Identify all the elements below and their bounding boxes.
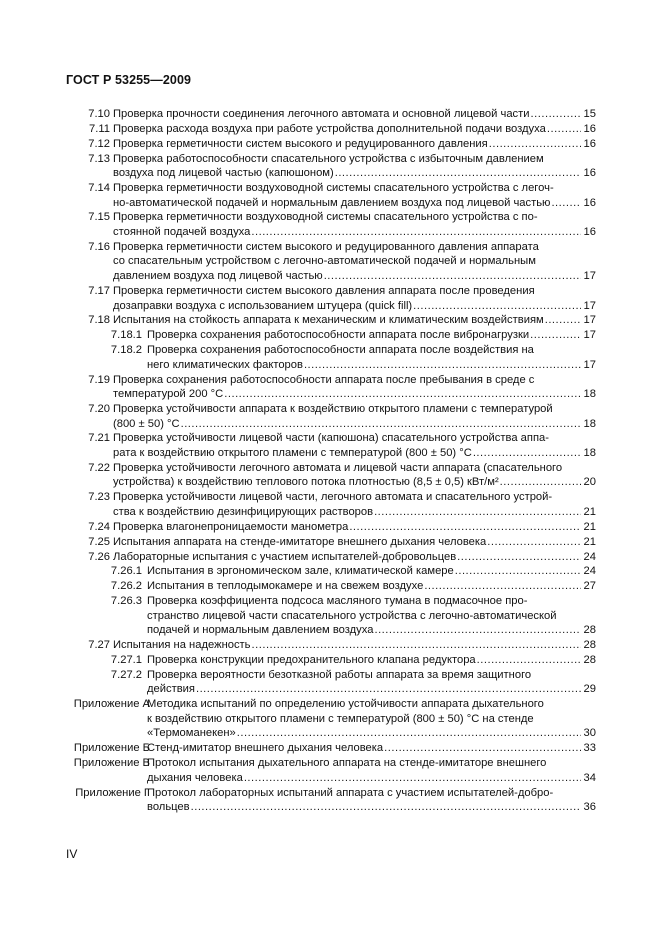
toc-entry-line: «Термоманекен» (147, 727, 236, 740)
toc-entry-line: со спасательным устройством с легочно-автоматической подачей и нормальным (113, 255, 536, 268)
toc-entry-line: Испытания аппарата на стенде-имитаторе внешнего дыхания человека (113, 535, 487, 548)
toc-entry-title (113, 431, 596, 460)
toc-entry-line: Стенд-имитатор внешнего дыхания человека (147, 742, 384, 755)
toc-entry-number: 7.22 (88, 461, 110, 474)
toc-entry-page: 28 (583, 639, 596, 652)
toc-entry-line: Проверка сохранения работоспособности аппарата после воздействия на (147, 344, 534, 357)
toc-entry-number: 7.10 (88, 108, 110, 120)
toc-entry-title (147, 594, 596, 638)
toc-entry-line: Испытания на стойкость аппарата к механическим и климатическим воздействиям (113, 314, 544, 327)
toc-entry-page: 24 (583, 565, 596, 578)
toc-entry-page: 33 (583, 742, 596, 755)
toc-entry-title (113, 550, 596, 565)
dot-leader (457, 550, 581, 565)
toc-entry-number: 7.27 (88, 639, 110, 652)
toc-entry-line: Проверка устойчивости лицевой части (капюшона) спасательного устройства аппа- (113, 432, 549, 445)
toc-entry-line: Проверка расхода воздуха при работе устройства дополнительной подачи воздуха (113, 122, 546, 135)
dot-leader (244, 771, 581, 786)
toc-entry-page: 17 (583, 270, 596, 283)
toc-entry-number: 7.18.2 (110, 344, 142, 357)
toc-entry-line: Испытания в эргономическом зале, климатической камере (147, 565, 454, 578)
toc-entry-number: 7.25 (88, 535, 110, 548)
toc-entry-line: но-автоматической подачей и нормальным давлением воздуха под лицевой частью (113, 196, 551, 209)
toc-entry-line: Протокол лабораторных испытаний аппарата с участием испытателей-добро- (147, 786, 554, 799)
document-header: ГОСТ Р 53255—2009 (66, 73, 192, 87)
toc-entry-line: Проверка прочности соединения легочного автомата и основной лицевой части (113, 108, 530, 120)
toc-entry-line: Проверка герметичности систем высокого и редуцированного давления аппарата (113, 240, 539, 253)
toc-entry-line: Методика испытаний по определению устойчивости аппарата дыхательного (147, 698, 544, 711)
toc-entry-line: ства к воздействию дезинфицирующих растворов (113, 505, 374, 518)
dot-leader (477, 653, 581, 668)
dot-leader (349, 520, 581, 535)
toc-entry-title (147, 756, 596, 785)
toc-entry-line: температурой 200 °С (113, 388, 224, 401)
toc-entry-title (147, 343, 596, 372)
toc-entry-line: Проверка герметичности воздуховодной системы спасательного устройства с легоч- (113, 182, 554, 194)
toc-entry-page: 21 (583, 520, 596, 533)
toc-entry-page: 20 (583, 476, 596, 489)
toc-entry-line: Проверка герметичности воздуховодной системы спасательного устройства с по- (113, 211, 538, 224)
dot-leader (191, 800, 581, 815)
dot-leader (374, 505, 581, 520)
toc-entry-line: Проверка устойчивости аппарата к воздействию открытого пламени с температурой (113, 403, 553, 415)
toc-entry-line: Проверка конструкции предохранительного клапана редуктора (147, 653, 476, 666)
toc-entry-page: 16 (583, 226, 596, 239)
dot-leader (237, 726, 581, 741)
dot-leader (489, 137, 581, 152)
dot-leader (384, 741, 581, 756)
dot-leader (251, 225, 581, 240)
toc-entry-number: 7.18 (88, 314, 110, 327)
toc-entry-title (147, 579, 596, 594)
toc-entry-number: 7.19 (88, 373, 110, 386)
toc-entry-title (147, 328, 596, 343)
toc-entry-number: 7.26 (88, 550, 110, 563)
toc-entry-number: 7.13 (88, 152, 110, 165)
toc-entry-line: Проверка герметичности систем высокого и редуцированного давления (113, 137, 488, 150)
toc-entry-number: Приложение Г (75, 786, 150, 799)
toc-entry-line: Проверка вероятности безотказной работы аппарата за время защитного (147, 668, 532, 681)
toc-entry-title (113, 210, 596, 239)
dot-leader (304, 358, 581, 373)
toc-entry-page: 21 (583, 505, 596, 518)
toc-entry-title (147, 786, 596, 815)
toc-entry-line: него климатических факторов (147, 358, 303, 371)
dot-leader (196, 682, 581, 697)
toc-entry-title (113, 107, 596, 122)
dot-leader (455, 564, 581, 579)
toc-entry-number: 7.16 (88, 240, 110, 253)
dot-leader (551, 196, 581, 211)
toc-entry-page: 16 (583, 137, 596, 150)
toc-entry-page: 17 (583, 314, 596, 327)
dot-leader (335, 166, 581, 181)
toc-entry-title (113, 461, 596, 490)
toc-entry-line: (800 ± 50) °С (113, 417, 180, 430)
dot-leader (487, 535, 581, 550)
toc-entry-line: стоянной подачей воздуха (113, 226, 251, 239)
toc-entry-title (113, 535, 596, 550)
toc-entry-line: Проверка устойчивости легочного автомата и лицевой части аппарата (спасательного (113, 461, 563, 474)
dot-leader (547, 122, 581, 137)
toc-entry-number: 7.24 (88, 520, 110, 533)
toc-entry-number: 7.27.1 (110, 653, 142, 666)
toc-entry-line: Проверка коэффициента подсоса масляного тумана в подмасочное про- (147, 595, 528, 608)
toc-entry-line: Испытания в теплодымокамере и на свежем воздухе (147, 580, 424, 593)
toc-entry-page: 28 (583, 653, 596, 666)
toc-entry-number: Приложение А (73, 698, 150, 711)
toc-entry-line: дозаправки воздуха с использованием штуцера (quick fill) (113, 299, 413, 312)
toc-entry-line: дыхания человека (147, 771, 243, 784)
toc-entry-line: подачей и нормальным давлением воздуха (147, 624, 374, 637)
toc-entry-title (113, 520, 596, 535)
toc-entry-title (147, 668, 596, 697)
dot-leader (324, 269, 581, 284)
toc-entry-page: 30 (583, 727, 596, 740)
toc-entry-page: 18 (583, 417, 596, 430)
toc-entry-line: действия (147, 683, 195, 696)
page-number: IV (66, 847, 78, 861)
toc-entry-number: 7.14 (88, 182, 110, 194)
toc-entry-title (113, 313, 596, 328)
toc-entry-line: к воздействию открытого пламени с температурой (800 ± 50) °С на стенде (147, 712, 534, 725)
toc-entry-page: 18 (583, 388, 596, 401)
dot-leader (413, 299, 581, 314)
toc-entry-line: устройства) к воздействию теплового потока плотностью (8,5 ± 0,5) кВт/м² (113, 476, 499, 489)
toc-entry-line: Лабораторные испытания с участием испытателей-добровольцев (113, 550, 457, 563)
toc-entry-title (113, 137, 596, 152)
toc-entry-line: Проверка сохранения работоспособности аппарата после вибронагрузки (147, 329, 530, 342)
dot-leader (181, 417, 581, 432)
toc-entry-line: вольцев (147, 801, 190, 814)
toc-entry-page: 28 (583, 624, 596, 637)
toc-entry-title (147, 697, 596, 741)
toc-entry-title (113, 122, 596, 137)
dot-leader (224, 387, 581, 402)
toc-entry-title (113, 181, 596, 210)
toc-entry-line: Проверка герметичности систем высокого давления аппарата после проведения (113, 284, 535, 297)
toc-entry-line: Проверка работоспособности спасательного устройства с избыточным давлением (113, 152, 544, 165)
toc-entry-number: 7.26.2 (110, 580, 142, 593)
toc-entry-number: 7.21 (88, 432, 110, 445)
toc-entry-line: рата к воздействию открытого пламени с температурой (800 ± 50) °С (113, 447, 472, 460)
dot-leader (252, 638, 581, 653)
toc-entry-number: 7.17 (88, 284, 110, 297)
toc-entry-number: 7.18.1 (110, 329, 142, 342)
toc-entry-page: 17 (583, 299, 596, 312)
toc-entry-line: странство лицевой части спасательного устройства с легочно-автоматической (147, 609, 557, 622)
toc-entry-page: 16 (583, 167, 596, 180)
toc-entry-page: 16 (583, 122, 596, 135)
dot-leader (545, 313, 581, 328)
toc-entry-page: 17 (583, 358, 596, 371)
toc-entry-title (113, 152, 596, 181)
dot-leader (530, 328, 581, 343)
toc-entry-page: 24 (583, 550, 596, 563)
toc-entry-page: 34 (583, 771, 596, 784)
toc-entry-number: 7.23 (88, 491, 110, 504)
toc-entry-page: 17 (583, 329, 596, 342)
toc-entry-page: 16 (583, 196, 596, 209)
toc-entry-line: Протокол испытания дыхательного аппарата на стенде-имитаторе внешнего (147, 757, 547, 770)
toc-entry-number: 7.15 (88, 211, 110, 224)
toc-entry-line: Испытания на надежность (113, 639, 251, 652)
dot-leader (424, 579, 581, 594)
toc-entry-line: Проверка устойчивости лицевой части, легочного автомата и спасательного устрой- (113, 491, 553, 504)
toc-entry-number: 7.20 (88, 403, 110, 415)
dot-leader (374, 623, 581, 638)
toc-entry-page: 27 (583, 580, 596, 593)
toc-entry-number: 7.27.2 (110, 668, 142, 681)
toc-entry-page: 21 (583, 535, 596, 548)
toc-entry-line: Проверка сохранения работоспособности аппарата после пребывания в среде с (113, 373, 535, 386)
toc-entry-line: воздуха под лицевой частью (капюшоном) (113, 167, 334, 180)
toc-entry-number: Приложение Б (73, 742, 150, 755)
toc-entry-number: 7.11 (89, 122, 110, 135)
dot-leader (531, 107, 581, 122)
toc-entry-title (113, 373, 596, 402)
toc-entry-title (147, 564, 596, 579)
toc-entry-title (113, 284, 596, 313)
toc-entry-title (113, 402, 596, 431)
toc-entry-page: 18 (583, 447, 596, 460)
toc-entry-title (113, 490, 596, 519)
toc-entry-number: 7.26.3 (110, 595, 142, 608)
toc-entry-page: 15 (583, 108, 596, 120)
toc-entry-title (113, 638, 596, 653)
dot-leader (473, 446, 581, 461)
toc-entry-title (147, 653, 596, 668)
toc-entry-number: 7.12 (88, 137, 110, 150)
dot-leader (500, 475, 581, 490)
toc-entry-line: давлением воздуха под лицевой частью (113, 270, 323, 283)
toc-entry-title (113, 240, 596, 284)
toc-entry-number: Приложение В (73, 757, 150, 770)
toc-entry-number: 7.26.1 (110, 565, 142, 578)
toc-entry-page: 36 (583, 801, 596, 814)
toc-entry-line: Проверка влагонепроницаемости манометра (113, 520, 349, 533)
toc-entry-title (147, 741, 596, 756)
toc-entry-page: 29 (583, 683, 596, 696)
